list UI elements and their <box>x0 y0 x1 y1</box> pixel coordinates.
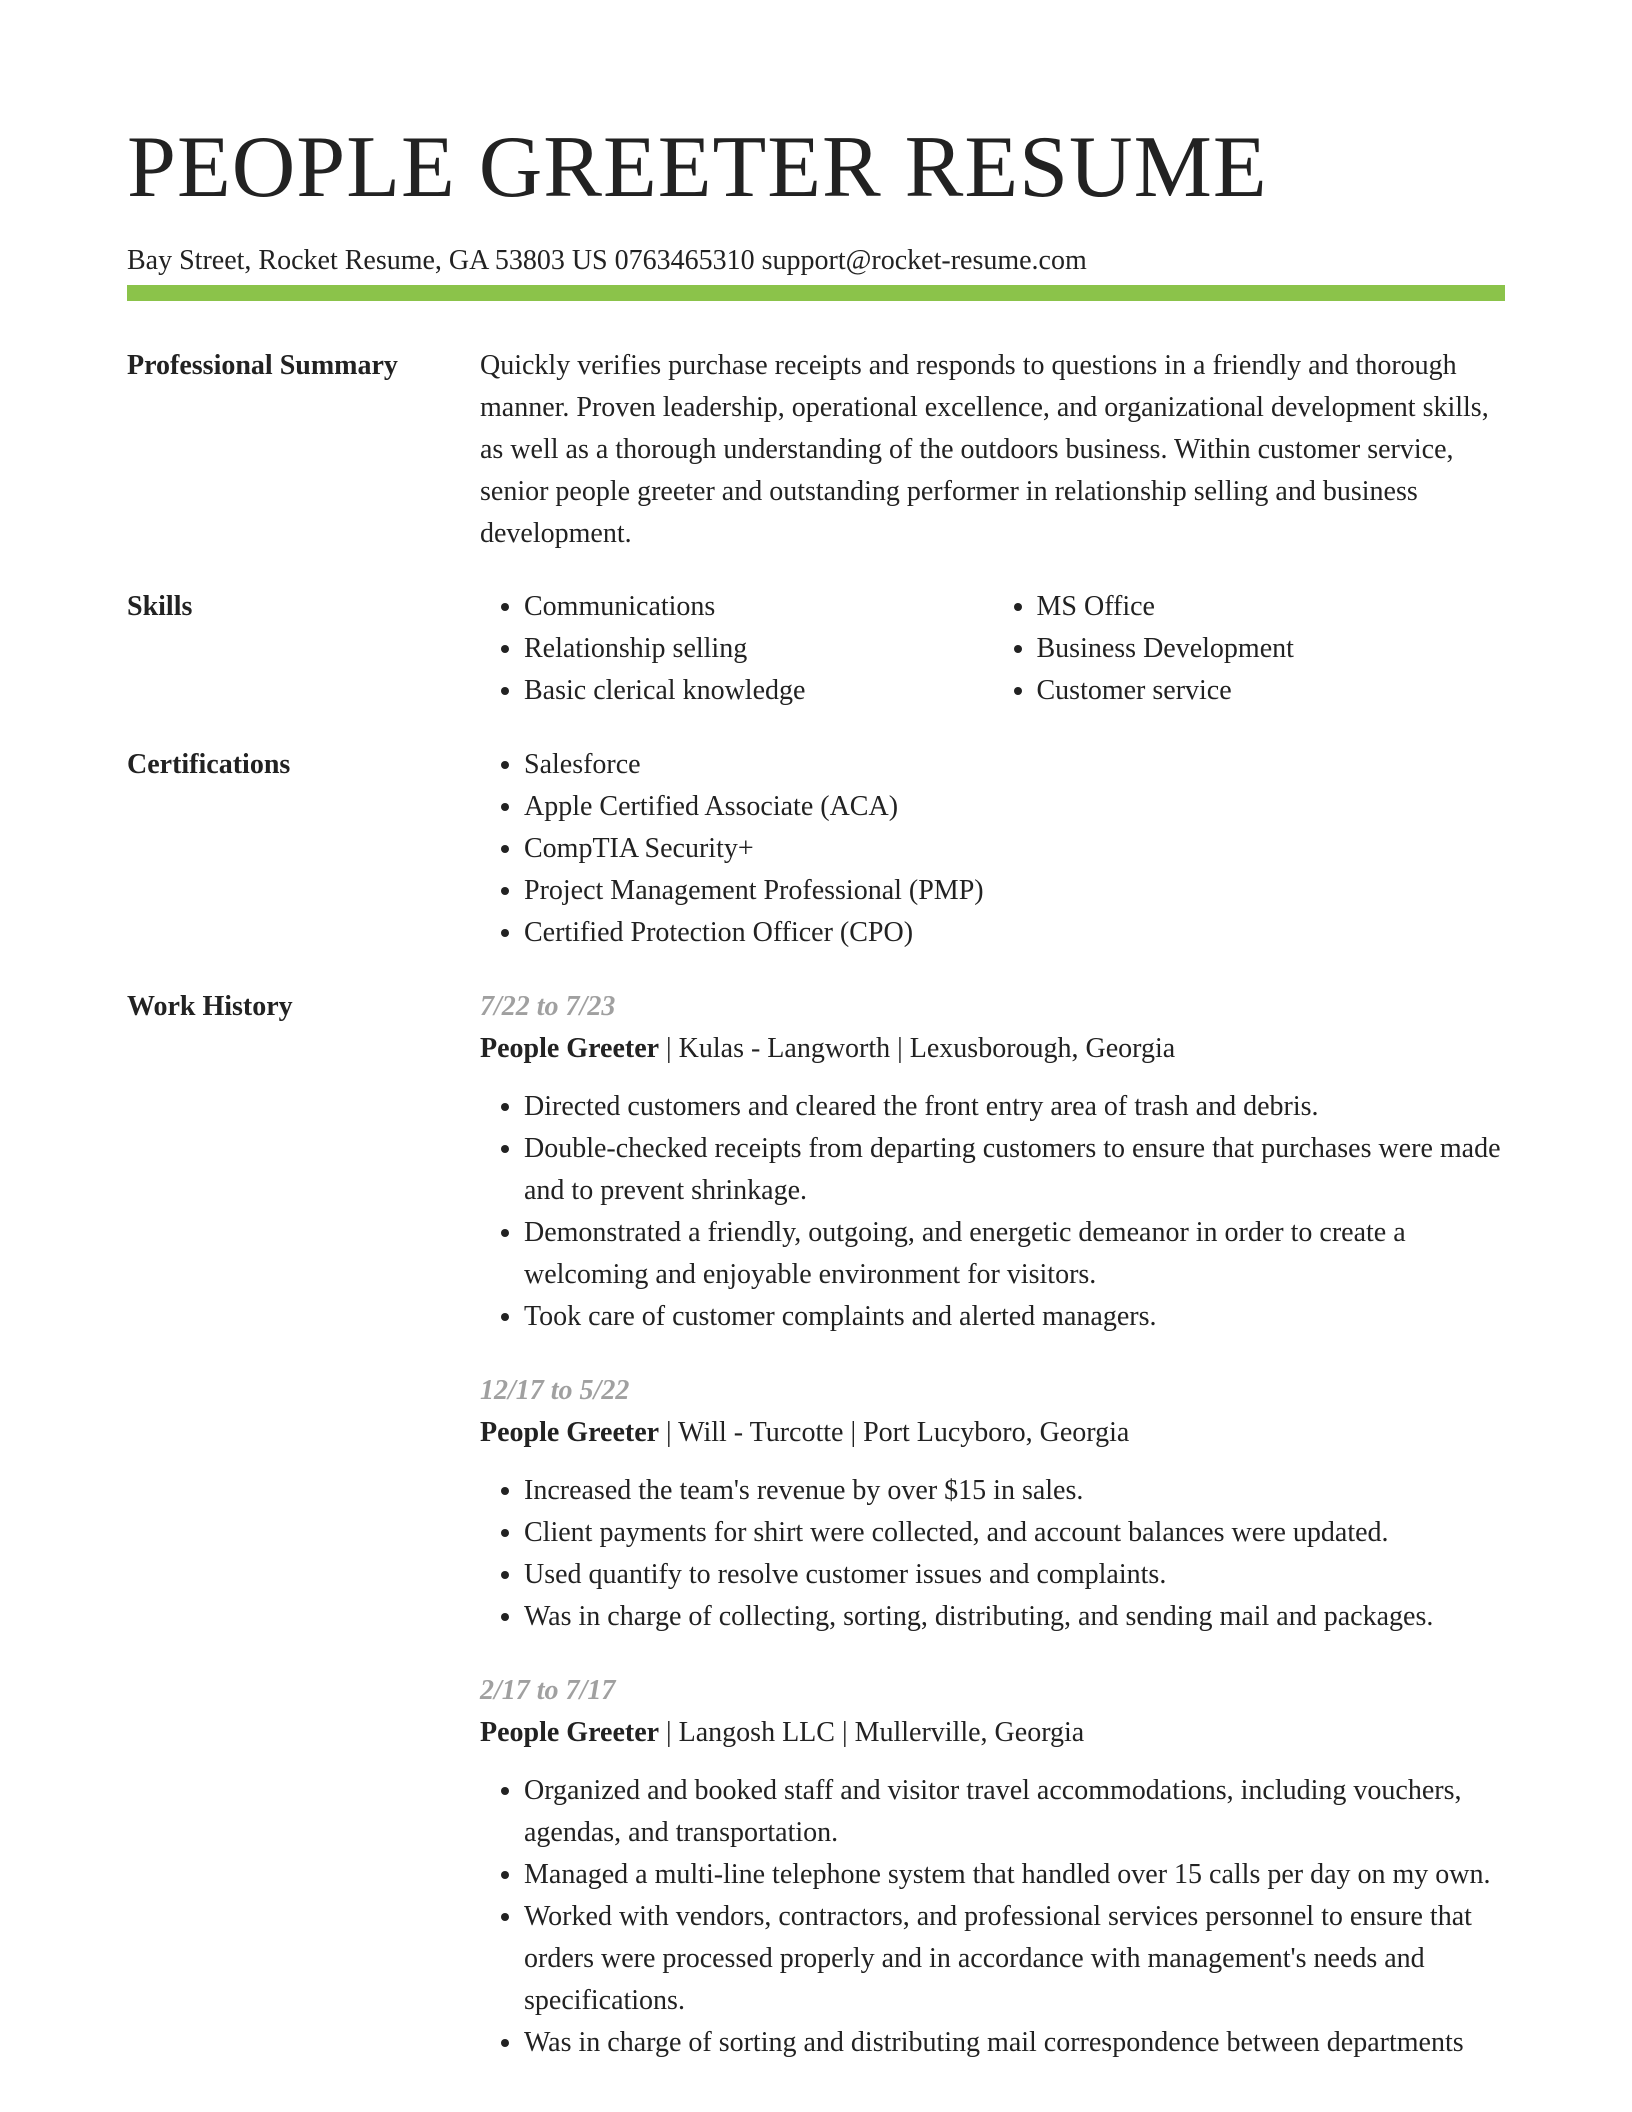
skills-content <box>480 586 1505 712</box>
job-dates: 12/17 to 5/22 <box>480 1375 630 1406</box>
job-bullet: • Worked with vendors, contractors, and professional services personnel to ensure that orders were processed properly and in accordance with management's needs and specifications. <box>524 1896 1505 2022</box>
work-history-label: Work History <box>127 991 293 1022</box>
certification-item: • Project Management Professional (PMP) <box>524 870 1505 912</box>
job-entry <box>480 1670 1505 2064</box>
certification-item: • Salesforce <box>524 744 1505 786</box>
job-bullet: • Demonstrated a friendly, outgoing, and energetic demeanor in order to create a welcoming and enjoyable environment for visitors. <box>524 1212 1505 1296</box>
certifications-label: Certifications <box>127 749 291 780</box>
job-details: | Kulas - Langworth | Lexusborough, Georgia <box>659 1033 1176 1064</box>
job-details: | Langosh LLC | Mullerville, Georgia <box>659 1717 1085 1748</box>
job-entry <box>480 1370 1505 1638</box>
job-dates: 2/17 to 7/17 <box>480 1675 616 1706</box>
resume-title: PEOPLE GREETER RESUME <box>127 119 1268 216</box>
job-bullet: • Increased the team's revenue by over $15 in sales. <box>524 1470 1505 1512</box>
skills-list-left <box>480 586 993 712</box>
job-bullet: • Used quantify to resolve customer issues and complaints. <box>524 1554 1505 1596</box>
summary-label: Professional Summary <box>127 350 398 381</box>
job-bullets <box>480 1470 1505 1638</box>
job-bullet: • Took care of customer complaints and alerted managers. <box>524 1296 1505 1338</box>
job-bullet: • Directed customers and cleared the front entry area of trash and debris. <box>524 1086 1505 1128</box>
skills-label: Skills <box>127 591 193 622</box>
contact-info: Bay Street, Rocket Resume, GA 53803 US 0763465310 support@rocket-resume.com <box>127 245 1087 276</box>
accent-divider <box>127 285 1505 301</box>
skill-item: • Relationship selling <box>524 628 993 670</box>
skill-item: • Communications <box>524 586 993 628</box>
job-title-line <box>480 1028 1505 1070</box>
summary-content <box>480 345 1505 555</box>
job-dates: 7/22 to 7/23 <box>480 991 616 1022</box>
certifications-content <box>480 744 1505 954</box>
job-title-line <box>480 1712 1505 1754</box>
skill-item: • MS Office <box>1037 586 1506 628</box>
skills-list-right <box>993 586 1506 712</box>
job-bullet: • Managed a multi-line telephone system that handled over 15 calls per day on my own. <box>524 1854 1505 1896</box>
skill-item: • Business Development <box>1037 628 1506 670</box>
job-bullets <box>480 1086 1505 1338</box>
job-bullet: • Was in charge of collecting, sorting, distributing, and sending mail and packages. <box>524 1596 1505 1638</box>
job-bullet: • Client payments for shirt were collected, and account balances were updated. <box>524 1512 1505 1554</box>
job-bullets <box>480 1770 1505 2064</box>
summary-text: Quickly verifies purchase receipts and responds to questions in a friendly and thorough manner. Proven leadership, operational excellence, and organizational development skills, as well as a thorough understanding of the outdoors business. Within customer service, senior people greeter and outstanding performer in relationship selling and business development. <box>480 350 1489 549</box>
job-bullet: • Double-checked receipts from departing customers to ensure that purchases were made and to prevent shrinkage. <box>524 1128 1505 1212</box>
certification-item: • Apple Certified Associate (ACA) <box>524 786 1505 828</box>
certification-item: • CompTIA Security+ <box>524 828 1505 870</box>
work-history-content <box>480 986 1505 2096</box>
certification-item: • Certified Protection Officer (CPO) <box>524 912 1505 954</box>
skill-item: • Basic clerical knowledge <box>524 670 993 712</box>
resume-header <box>127 118 1505 278</box>
job-role: People Greeter <box>480 1717 660 1748</box>
job-bullet: • Organized and booked staff and visitor travel accommodations, including vouchers, agendas, and transportation. <box>524 1770 1505 1854</box>
job-title-line <box>480 1412 1505 1454</box>
skill-item: • Customer service <box>1037 670 1506 712</box>
job-role: People Greeter <box>480 1033 660 1064</box>
job-entry <box>480 986 1505 1338</box>
job-role: People Greeter <box>480 1417 660 1448</box>
certifications-list <box>480 744 1505 954</box>
job-details: | Will - Turcotte | Port Lucyboro, Georgia <box>659 1417 1130 1448</box>
job-bullet: • Was in charge of sorting and distributing mail correspondence between departments <box>524 2022 1505 2064</box>
